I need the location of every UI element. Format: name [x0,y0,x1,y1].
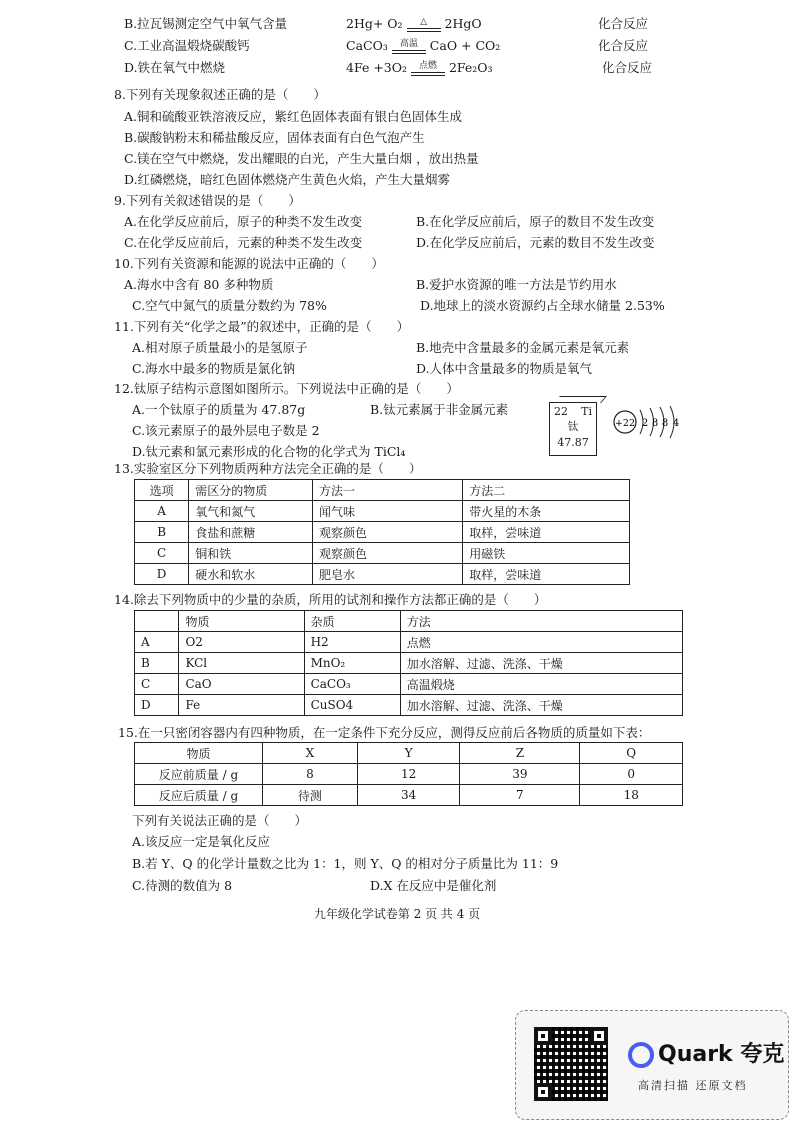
question-12-option-a: A.一个钛原子的质量为 47.87g [132,402,306,417]
table-cell: 氧气和氮气 [189,501,313,522]
table-cell: 食盐和蔗糖 [189,522,313,543]
table-header-row [135,743,683,764]
table-cell: 0 [580,764,683,785]
table-row [135,785,683,806]
table-cell: 34 [357,785,460,806]
table-row [135,543,630,564]
table-header-cell: Y [357,743,460,764]
question-15-option-d: D.X 在反应中是催化剂 [370,878,497,893]
question-15-table [134,742,683,806]
table-cell: 反应后质量 / g [135,785,263,806]
table-header-cell: 物质 [135,743,263,764]
question-10-option-d: D.地球上的淡水资源约占全球水储量 2.53% [420,298,665,313]
question-15-option-b: B.若 Y、Q 的化学计量数之比为 1：1，则 Y、Q 的相对分子质量比为 11：9 [132,856,559,871]
reaction-type: 化合反应 [598,38,649,53]
table-cell: CuSO4 [304,695,400,716]
table-header-cell: 方法 [400,611,682,632]
reaction-type: 化合反应 [598,16,649,31]
element-atomic-mass: 47.87 [557,436,589,449]
table-row [135,764,683,785]
table-cell: 18 [580,785,683,806]
table-cell: 反应前质量 / g [135,764,263,785]
shell-electrons: 4 [672,418,680,429]
table-cell: 取样，尝味道 [463,522,630,543]
question-14-table [134,610,683,716]
equation-products: 2HgO [440,16,482,31]
question-10-option-b: B.爱护水资源的唯一方法是节约用水 [416,277,617,292]
table-row [135,632,683,653]
nucleus-charge: +22 [614,418,636,429]
equation-condition-arrow: 高温 [392,40,426,54]
question-9-stem: 9.下列有关叙述错误的是（ ） [114,193,301,208]
element-name: 钛 [567,420,579,433]
periodic-element-card [549,402,597,456]
question-15-stem: 15.在一只密闭容器内有四种物质，在一定条件下充分反应，测得反应前后各物质的质量如下表： [118,725,651,740]
table-cell: 39 [460,764,580,785]
table-header-cell [135,611,179,632]
table-row [135,674,683,695]
equation-reactants: CaCO₃ [346,38,392,53]
table-cell: 待测 [262,785,357,806]
table-header-cell: 方法二 [463,480,630,501]
table-cell: H2 [304,632,400,653]
question-9-option-d: D.在化学反应前后，元素的数目不发生改变 [416,235,655,250]
table-cell: 高温煅烧 [400,674,682,695]
quark-tagline: 高清扫描 还原文档 [638,1079,748,1092]
table-cell: 加水溶解、过滤、洗涤、干燥 [400,653,682,674]
quark-watermark [515,1010,789,1120]
table-cell: 观察颜色 [312,543,462,564]
question-8-option-d: D.红磷燃烧，暗红色固体燃烧产生黄色火焰，产生大量烟雾 [124,172,451,187]
chemical-equation [346,59,493,77]
equation-reactants: 4Fe +3O₂ [346,60,411,75]
table-cell: 取样，尝味道 [463,564,630,585]
quark-logo [628,1037,784,1068]
table-header-cell: 方法一 [312,480,462,501]
table-cell: 用磁铁 [463,543,630,564]
table-row [135,522,630,543]
table-cell: 12 [357,764,460,785]
table-header-cell: Q [580,743,683,764]
table-header-cell: 杂质 [304,611,400,632]
question-9-option-a: A.在化学反应前后，原子的种类不发生改变 [124,214,363,229]
question-11-option-c: C.海水中最多的物质是氯化钠 [132,361,296,376]
question-9-option-b: B.在化学反应前后，原子的数目不发生改变 [416,214,655,229]
table-header-row [135,611,683,632]
question-12-option-d: D.钛元素和氯元素形成的化合物的化学式为 TiCl₄ [132,444,406,459]
table-cell: D [135,564,189,585]
table-header-cell: Z [460,743,580,764]
question-15-option-a: A.该反应一定是氧化反应 [132,834,271,849]
table-cell: 8 [262,764,357,785]
shell-electrons: 8 [661,418,669,429]
table-cell: 7 [460,785,580,806]
element-symbol: Ti [581,405,592,418]
page-footer: 九年级化学试卷第 2 页 共 4 页 [313,907,481,921]
equation-products: CaO + CO₂ [425,38,501,53]
shell-electrons: 2 [641,418,649,429]
question-12-stem: 12.钛原子结构示意图如图所示。下列说法中正确的是（ ） [114,381,459,396]
question-7-option: B.拉瓦锡测定空气中氧气含量 [124,16,288,31]
question-11-option-b: B.地壳中含量最多的金属元素是氧元素 [416,340,630,355]
table-cell: 点燃 [400,632,682,653]
question-8-option-a: A.铜和硫酸亚铁溶液反应，紫红色固体表面有银白色固体生成 [124,109,463,124]
question-12-option-c: C.该元素原子的最外层电子数是 2 [132,423,320,438]
table-cell: 铜和铁 [189,543,313,564]
titanium-atom-diagram [612,402,684,442]
table-cell: A [135,501,189,522]
question-8-option-b: B.碳酸钠粉末和稀盐酸反应，固体表面有白色气泡产生 [124,130,425,145]
table-cell: CaO [179,674,304,695]
chemical-equation [346,37,500,55]
question-7-option: C.工业高温煅烧碳酸钙 [124,38,250,53]
table-header-cell: 选项 [135,480,189,501]
question-10-stem: 10.下列有关资源和能源的说法中正确的（ ） [114,256,384,271]
table-cell: B [135,522,189,543]
question-11-option-d: D.人体中含量最多的物质是氧气 [416,361,593,376]
table-cell: 肥皂水 [312,564,462,585]
table-header-cell: 物质 [179,611,304,632]
table-cell: 带火星的木条 [463,501,630,522]
shell-electrons: 8 [651,418,659,429]
table-cell: D [135,695,179,716]
table-cell: 闻气味 [312,501,462,522]
chemical-equation [346,15,482,33]
reaction-type: 化合反应 [602,60,653,75]
equation-condition-arrow: 点燃 [411,62,445,76]
element-atomic-number: 22 [554,405,568,418]
question-8-stem: 8.下列有关现象叙述正确的是（ ） [114,87,326,102]
question-15-sub-stem: 下列有关说法正确的是（ ） [132,813,308,828]
table-cell: C [135,543,189,564]
table-row [135,695,683,716]
equation-reactants: 2Hg+ O₂ [346,16,407,31]
question-10-option-a: A.海水中含有 80 多种物质 [124,277,274,292]
table-cell: B [135,653,179,674]
table-cell: 加水溶解、过滤、洗涤、干燥 [400,695,682,716]
question-9-option-c: C.在化学反应前后，元素的种类不发生改变 [124,235,363,250]
qr-code-icon [534,1027,608,1101]
question-14-stem: 14.除去下列物质中的少量的杂质，所用的试剂和操作方法都正确的是（ ） [114,592,547,607]
table-header-cell: X [262,743,357,764]
table-header-cell: 需区分的物质 [189,480,313,501]
equation-condition-arrow: △ [407,18,441,32]
question-7-option: D.铁在氧气中燃烧 [124,60,226,75]
quark-ring-icon [628,1042,654,1068]
quark-brand: Quark 夸克 [658,1042,785,1067]
equation-products: 2Fe₂O₃ [444,60,493,75]
question-15-option-c: C.待测的数值为 8 [132,878,233,893]
question-11-stem: 11.下列有关“化学之最”的叙述中，正确的是（ ） [114,319,410,334]
table-cell: KCl [179,653,304,674]
question-11-option-a: A.相对原子质量最小的是氢原子 [132,340,308,355]
table-cell: C [135,674,179,695]
table-header-row [135,480,630,501]
question-13-table [134,479,630,585]
table-cell: 观察颜色 [312,522,462,543]
table-row [135,653,683,674]
table-cell: CaCO₃ [304,674,400,695]
table-cell: A [135,632,179,653]
table-cell: 硬水和软水 [189,564,313,585]
question-10-option-c: C.空气中氮气的质量分数约为 78% [132,298,327,313]
table-row [135,501,630,522]
table-cell: Fe [179,695,304,716]
question-12-option-b: B.钛元素属于非金属元素 [370,402,509,417]
table-cell: O2 [179,632,304,653]
table-cell: MnO₂ [304,653,400,674]
table-row [135,564,630,585]
question-13-stem: 13.实验室区分下列物质两种方法完全正确的是（ ） [114,461,422,476]
question-8-option-c: C.镁在空气中燃烧，发出耀眼的白光，产生大量白烟 ，放出热量 [124,151,479,166]
